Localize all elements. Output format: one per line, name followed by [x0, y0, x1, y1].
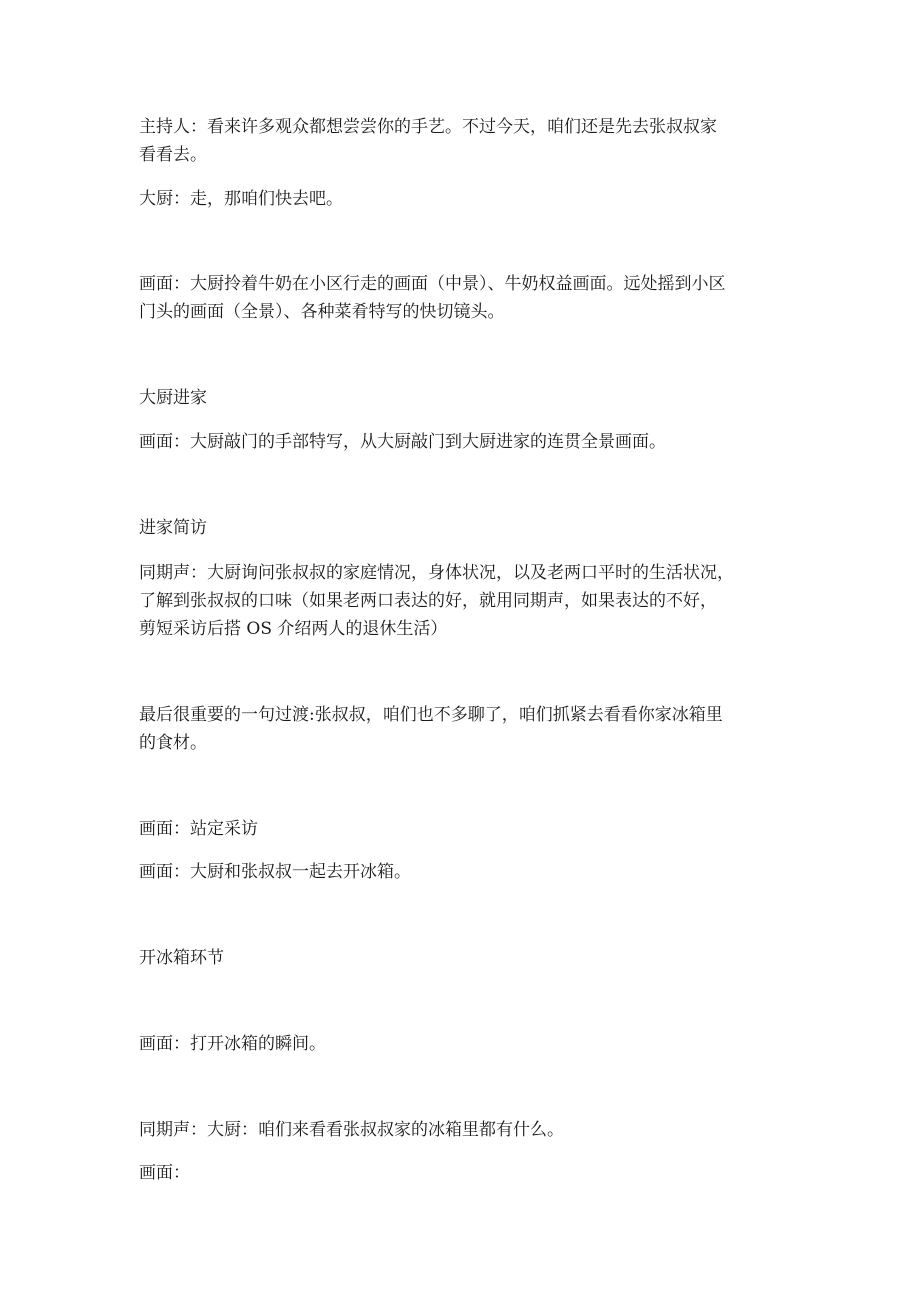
chef-dialogue: 大厨：走，那咱们快去吧。 — [139, 189, 343, 209]
host-dialogue: 主持人：看来许多观众都想尝尝你的手艺。不过今天，咱们还是先去张叔叔家 看看去。 — [139, 117, 717, 165]
sync-sound-chef-fridge: 同期声：大厨：咱们来看看张叔叔家的冰箱里都有什么。 — [139, 1120, 564, 1140]
scene-open-fridge-together: 画面：大厨和张叔叔一起去开冰箱。 — [139, 862, 411, 882]
scene-walking-description: 画面：大厨拎着牛奶在小区行走的画面（中景）、牛奶权益画面。远处摇到小区 门头的画面（全景）、各种菜肴特写的快切镜头。 — [139, 274, 726, 322]
scene-standing-interview: 画面：站定采访 — [139, 819, 258, 839]
transition-line: 最后很重要的一句过渡:张叔叔，咱们也不多聊了，咱们抓紧去看看你家冰箱里 的食材。 — [139, 705, 723, 753]
section-heading-open-fridge: 开冰箱环节 — [139, 948, 224, 968]
section-heading-enter-home: 大厨进家 — [139, 388, 207, 408]
scene-knock-door-description: 画面：大厨敲门的手部特写，从大厨敲门到大厨进家的连贯全景画面。 — [139, 432, 666, 452]
section-heading-home-interview: 进家简访 — [139, 518, 207, 538]
scene-fridge-opening-moment: 画面：打开冰箱的瞬间。 — [139, 1034, 326, 1054]
sync-sound-interview: 同期声：大厨询问张叔叔的家庭情况，身体状况，以及老两口平时的生活状况， 了解到张叔叔的口味（如果老两口表达的好，就用同期声，如果表达的不好， 剪短采访后搭 OS 介绍两人的退休生活） — [139, 563, 734, 639]
scene-empty: 画面： — [139, 1163, 190, 1183]
